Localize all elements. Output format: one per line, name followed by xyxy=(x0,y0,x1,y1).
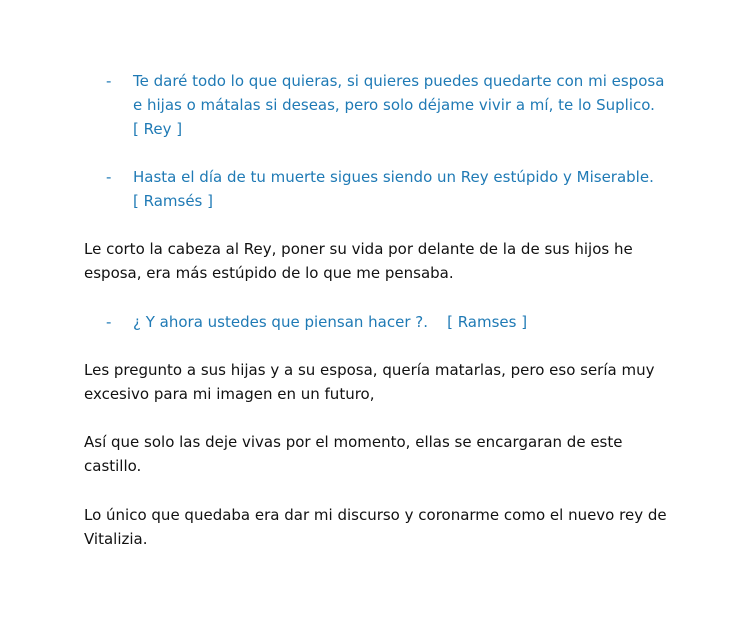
dialogue-ramses-reply xyxy=(106,165,666,213)
narration-line: esposa, era más estúpido de lo que me pensaba. xyxy=(84,264,454,282)
dialogue-speaker: [ Ramsés ] xyxy=(133,192,213,210)
narration-line: Lo único que quedaba era dar mi discurso y coronarme como el nuevo rey de xyxy=(84,506,667,524)
narration-line: Le corto la cabeza al Rey, poner su vida por delante de la de sus hijos he xyxy=(84,240,633,258)
narration-line: Les pregunto a sus hijas y a su esposa, quería matarlas, pero eso sería muy xyxy=(84,361,655,379)
dialogue-dash: - xyxy=(106,313,112,331)
dialogue-line: Hasta el día de tu muerte sigues siendo un Rey estúpido y Miserable. xyxy=(133,168,654,186)
dialogue-dash: - xyxy=(106,168,112,186)
narration-paragraph xyxy=(84,503,684,551)
dialogue-ramses-question xyxy=(106,310,666,334)
dialogue-speaker: [ Rey ] xyxy=(133,120,183,138)
dialogue-dash: - xyxy=(106,72,112,90)
dialogue-rey-plea xyxy=(106,69,666,141)
narration-paragraph xyxy=(84,237,684,285)
narration-paragraph xyxy=(84,358,684,406)
dialogue-line: Te daré todo lo que quieras, si quieres puedes quedarte con mi esposa xyxy=(133,72,665,90)
narration-line: excesivo para mi imagen en un futuro, xyxy=(84,385,375,403)
dialogue-line: e hijas o mátalas si deseas, pero solo déjame vivir a mí, te lo Suplico. xyxy=(133,96,655,114)
narration-paragraph xyxy=(84,430,684,478)
dialogue-line: ¿ Y ahora ustedes que piensan hacer ?. [ Ramses ] xyxy=(133,313,528,331)
narration-line: Así que solo las deje vivas por el momento, ellas se encargaran de este xyxy=(84,433,623,451)
narration-line: Vitalizia. xyxy=(84,530,148,548)
narration-line: castillo. xyxy=(84,457,142,475)
